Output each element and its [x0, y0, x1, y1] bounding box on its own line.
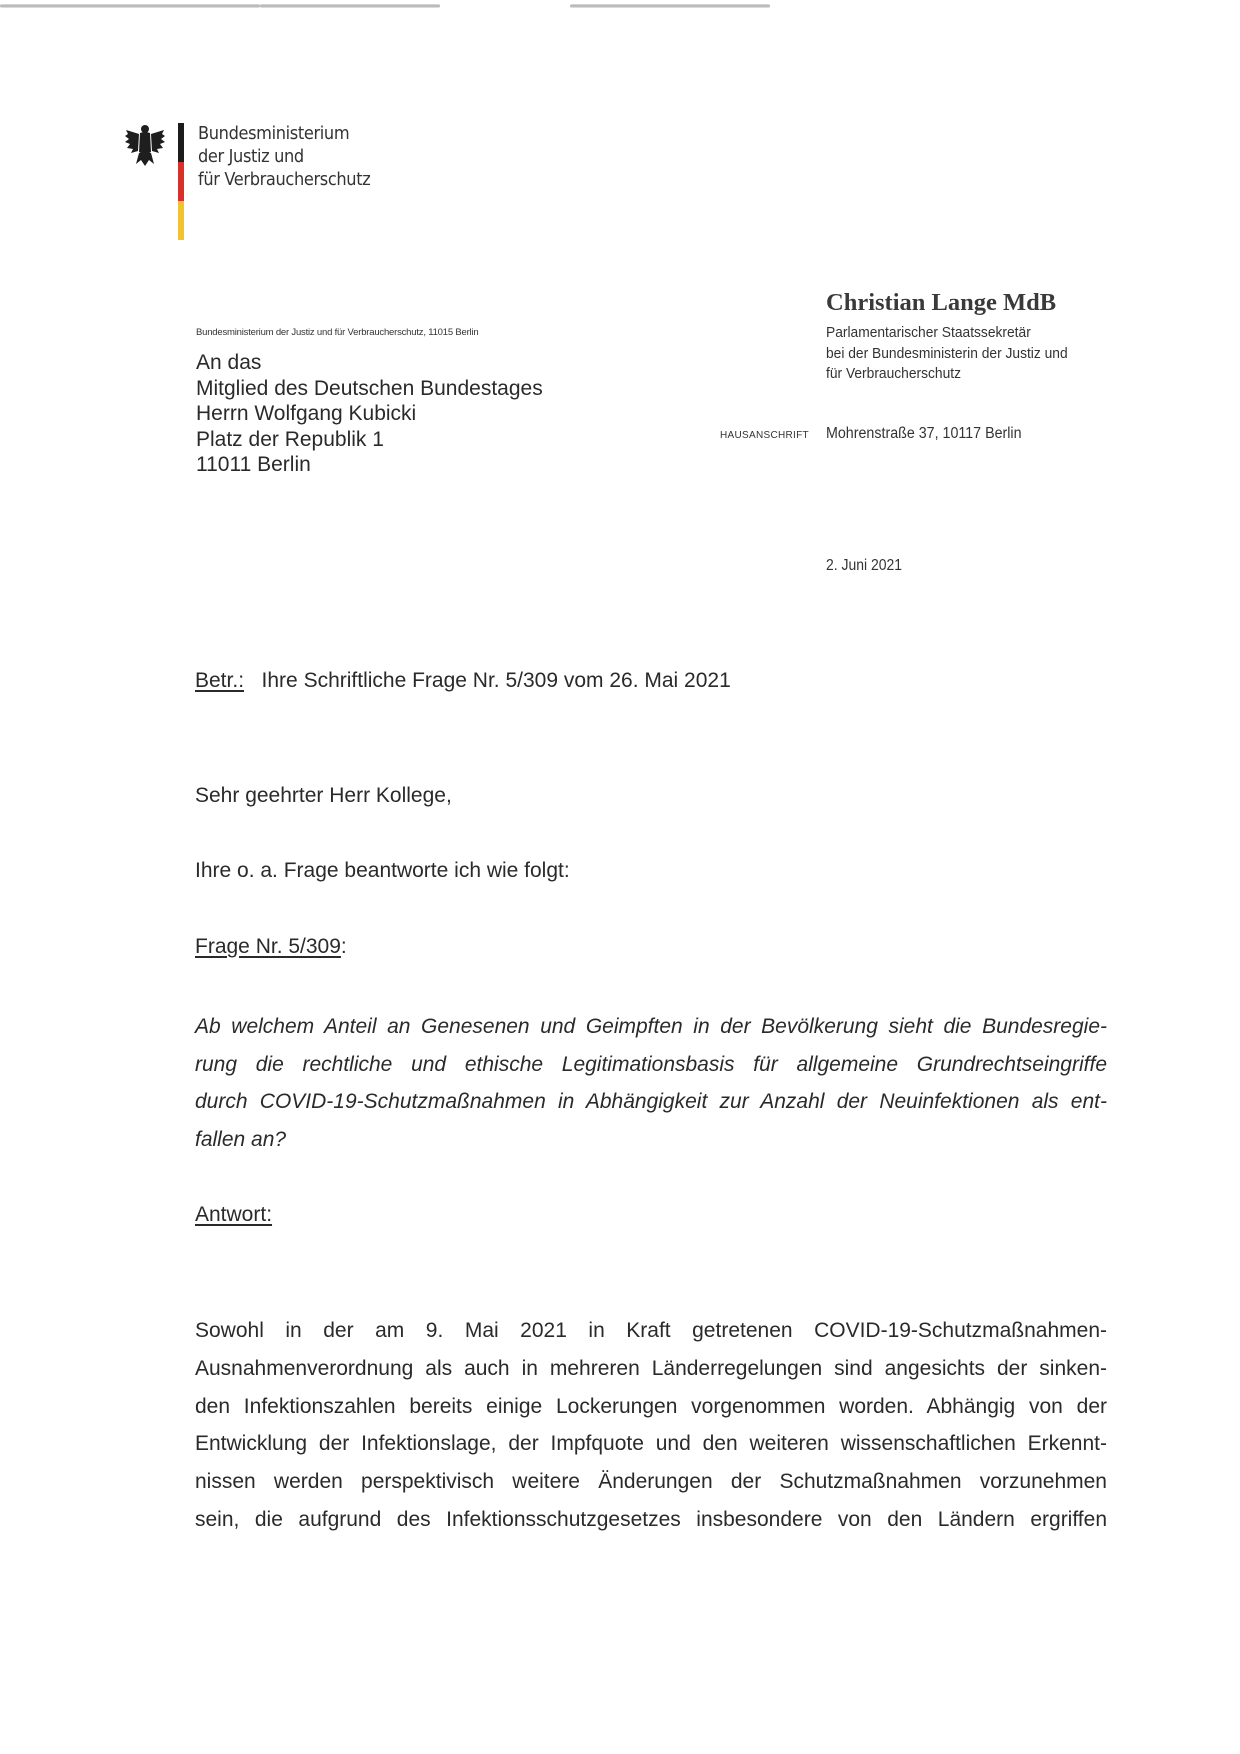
question-number: Frage Nr. 5/309 — [195, 935, 341, 958]
answer-line: Entwicklung der Infektionslage, der Impfquote und den weiteren wissenschaftlichen Erkennt- — [195, 1432, 1107, 1456]
question-line: Ab welchem Anteil an Genesenen und Geimpften in der Bevölkerung sieht die Bundesregie- — [195, 1015, 1107, 1038]
scan-artifact — [260, 4, 440, 8]
question-label — [195, 935, 347, 959]
sender-role-line: für Verbraucherschutz — [826, 365, 962, 382]
answer-line: Sowohl in der am 9. Mai 2021 in Kraft getretenen COVID-19-Schutzmaßnahmen- — [195, 1319, 1107, 1342]
federal-eagle-icon — [124, 122, 166, 170]
answer-line: sein, die aufgrund des Infektionsschutzgesetzes insbesondere von den Ländern ergriffen — [195, 1507, 1107, 1531]
answer-line: den Infektionszahlen bereits einige Lockerungen vorgenommen worden. Abhängig von der — [195, 1394, 1107, 1418]
recipient-line: Platz der Republik 1 — [196, 427, 384, 451]
subject-label: Betr.: — [195, 669, 245, 692]
answer-line: nissen werden perspektivisch weitere Änderungen der Schutzmaßnahmen vorzunehmen — [195, 1470, 1107, 1494]
scan-artifact — [570, 4, 770, 8]
answer-text — [195, 1312, 1107, 1539]
question-label-colon: : — [340, 935, 347, 958]
answer-label: Antwort: — [195, 1203, 273, 1226]
recipient-line: Herrn Wolfgang Kubicki — [196, 402, 417, 425]
sender-name: Christian Lange MdB — [826, 289, 1057, 316]
question-line: durch COVID-19-Schutzmaßnahmen in Abhängigkeit zur Anzahl der Neuinfektionen als ent- — [195, 1090, 1107, 1113]
answer-line: Ausnahmenverordnung als auch in mehreren Länderregelungen sind angesichts der sinken- — [195, 1356, 1107, 1380]
recipient-line: Mitglied des Deutschen Bundestages — [196, 376, 543, 400]
intro-text: Ihre o. a. Frage beantworte ich wie folgt: — [195, 859, 570, 882]
subject-text: Ihre Schriftliche Frage Nr. 5/309 vom 26. Mai 2021 — [261, 669, 731, 692]
recipient-address — [196, 350, 543, 478]
question-line: rung die rechtliche und ethische Legitimationsbasis für allgemeine Grundrechtseingriffe — [195, 1052, 1107, 1076]
question-line: fallen an? — [195, 1127, 287, 1151]
flag-bar — [178, 123, 184, 240]
sender-role — [826, 323, 1068, 385]
sender-role-line: Parlamentarischer Staatssekretär — [826, 324, 1031, 341]
address-label: HAUSANSCHRIFT — [720, 430, 809, 441]
recipient-line: An das — [196, 351, 262, 374]
ministry-name — [198, 122, 370, 191]
subject-line — [195, 669, 731, 693]
sender-role-line: bei der Bundesministerin der Justiz und — [826, 344, 1068, 362]
ministry-line: Bundesministerium — [198, 123, 350, 144]
recipient-line: 11011 Berlin — [196, 453, 311, 476]
salutation: Sehr geehrter Herr Kollege, — [195, 784, 452, 807]
return-address-line: Bundesministerium der Justiz und für Verbraucherschutz, 11015 Berlin — [196, 327, 479, 338]
ministry-line: der Justiz und — [198, 146, 304, 167]
sender-address: Mohrenstraße 37, 10117 Berlin — [826, 425, 1022, 442]
scan-artifact — [0, 4, 260, 8]
letter-date: 2. Juni 2021 — [826, 557, 903, 574]
ministry-line: für Verbraucherschutz — [198, 169, 371, 190]
question-text — [195, 1008, 1107, 1158]
